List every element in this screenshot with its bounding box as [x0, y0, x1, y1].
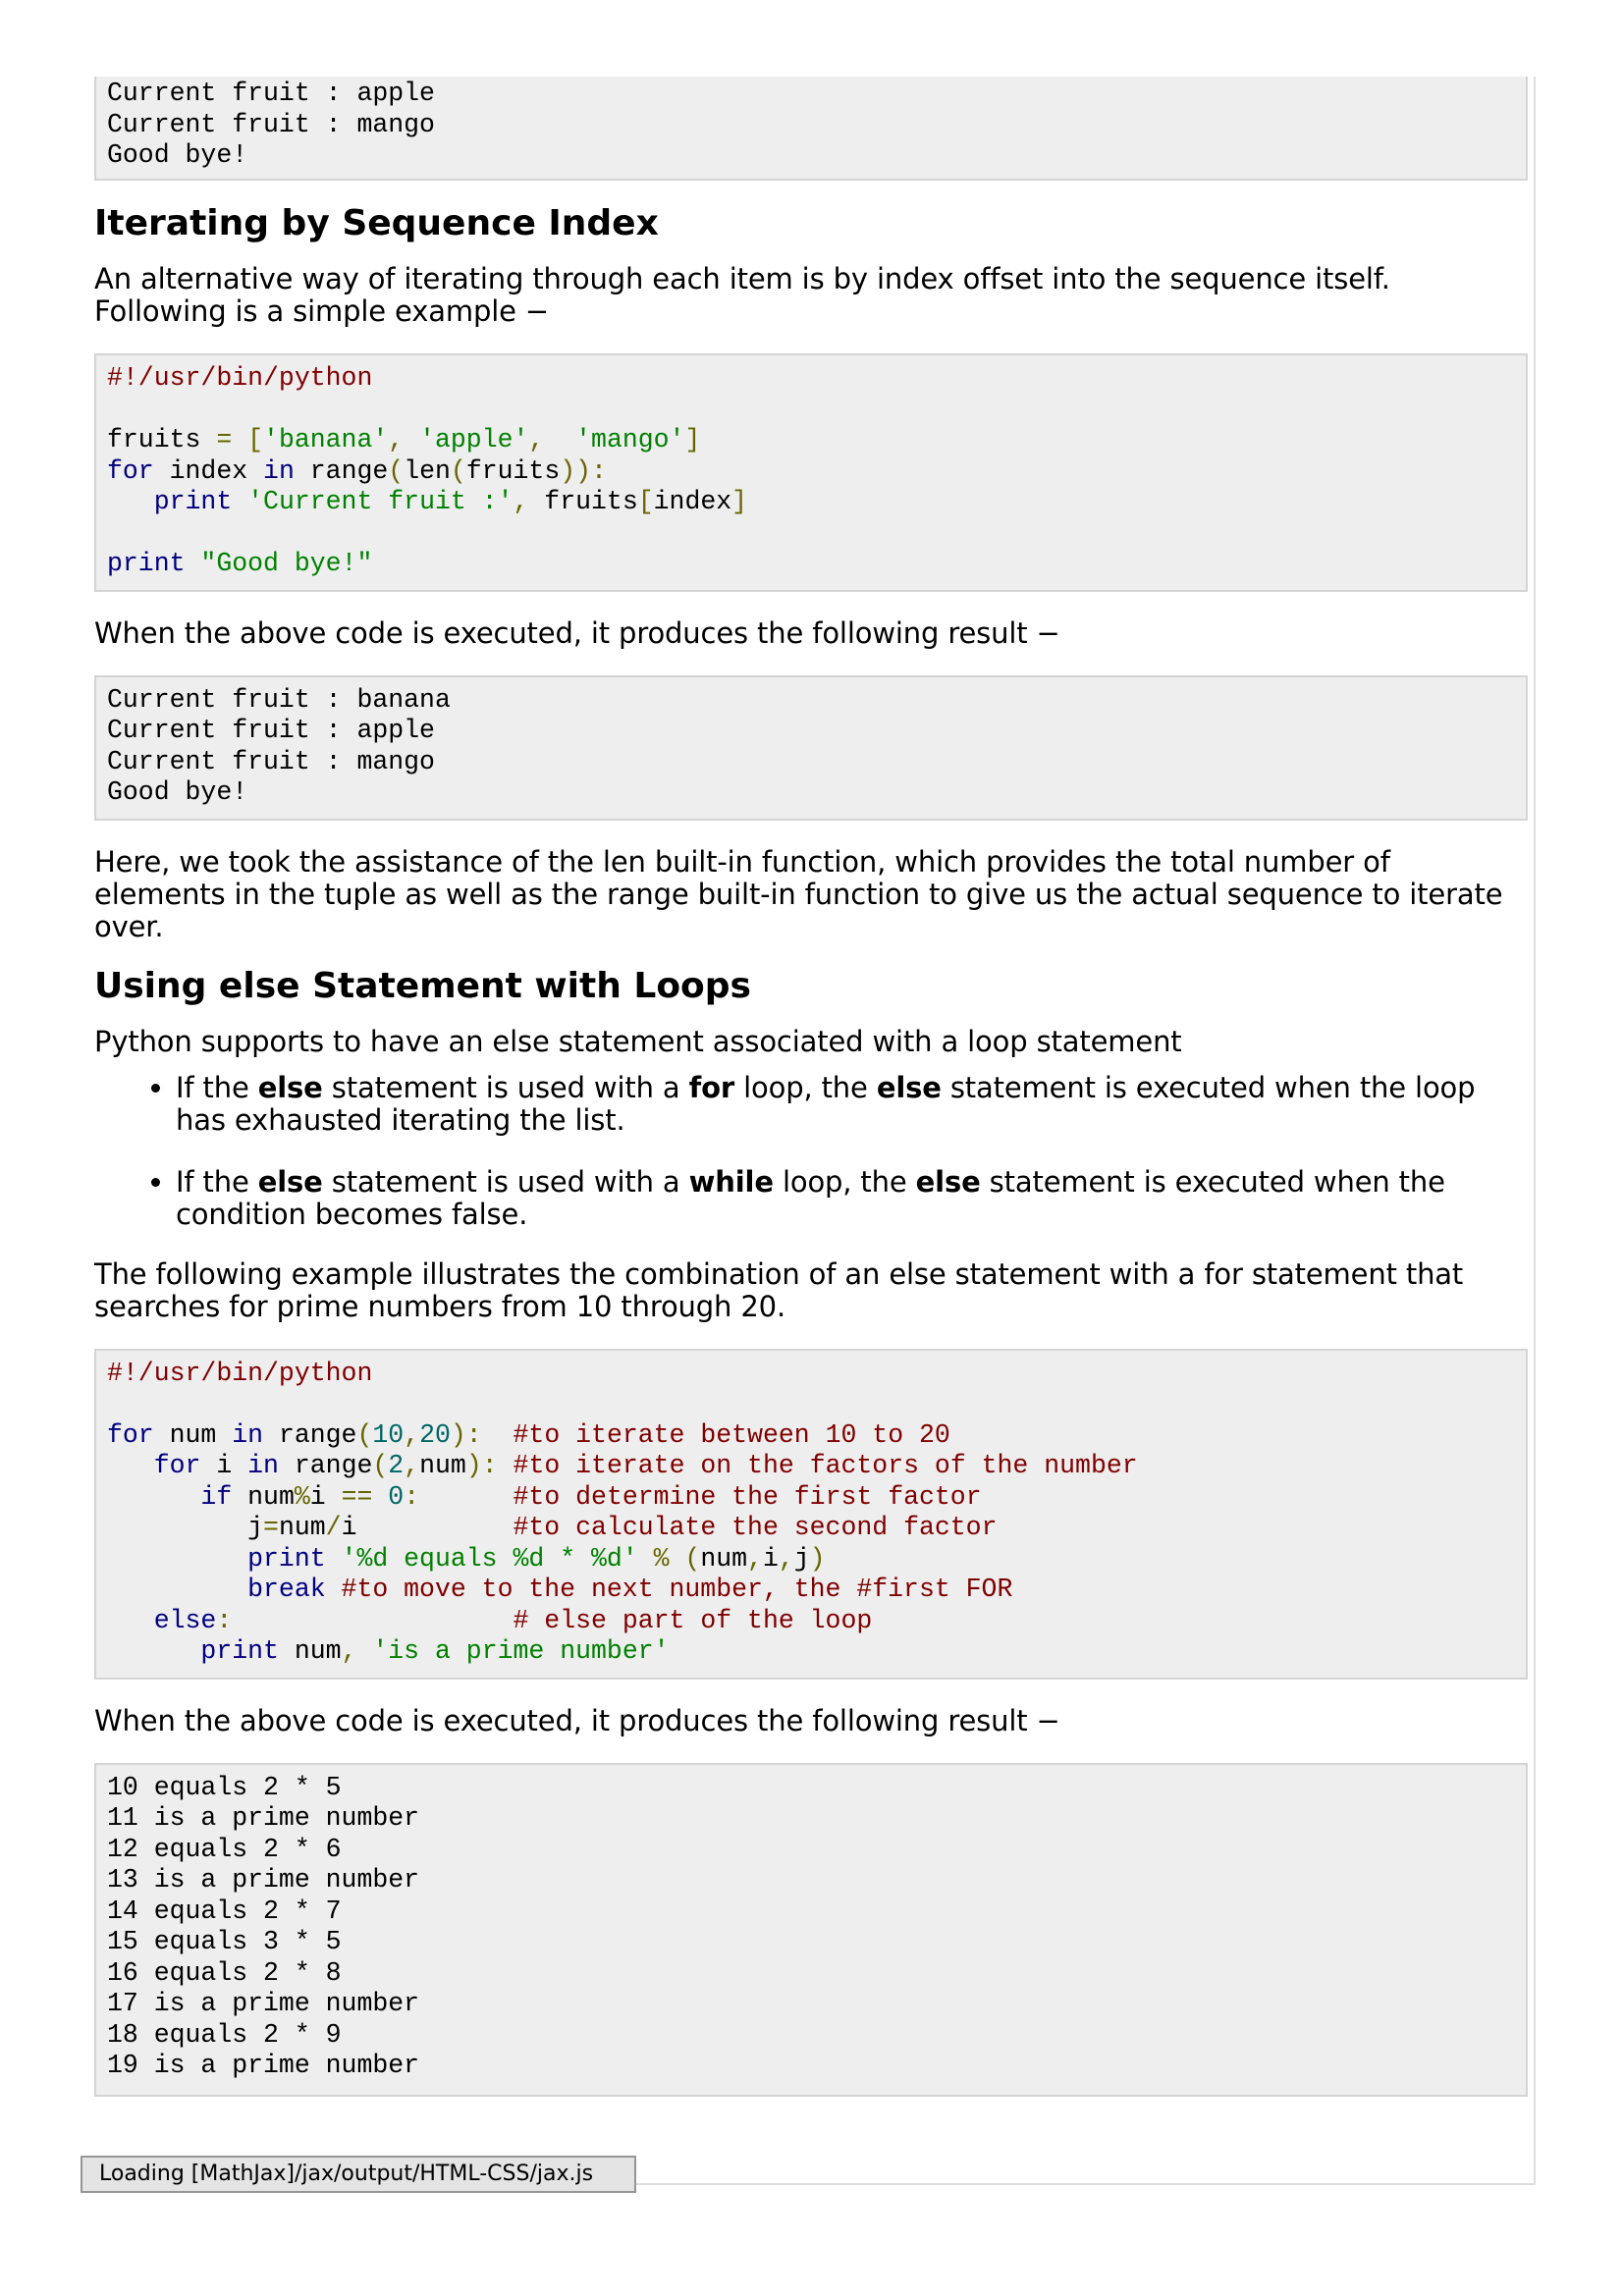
bullet-while-loop [176, 1166, 1528, 1231]
code-token: fruits [528, 487, 638, 516]
output-line: Good bye! [107, 777, 248, 807]
output-line: Current fruit : apple [107, 79, 435, 108]
code-comment: #to determine the first factor [513, 1481, 982, 1512]
code-token: range [294, 455, 389, 486]
section1-intro: An alternative way of iterating through each item is by index offset into the sequence itself. Following is a simple example − [94, 262, 1390, 328]
code-token: "Good bye!" [200, 549, 373, 578]
bullet-bold: for [688, 1070, 735, 1104]
code-token: = [ [200, 425, 264, 454]
page-content [94, 77, 1536, 2185]
code-token: 'mango' [575, 425, 685, 454]
code-token: index [153, 455, 264, 486]
bullet-text: If the [176, 1070, 258, 1104]
bullet-text: statement is executed when the condition becomes false. [176, 1164, 1445, 1231]
code-comment: #to iterate between 10 to 20 [513, 1419, 950, 1450]
code-comment: #to iterate on the factors of the number [513, 1451, 1138, 1480]
output-line: 15 equals 3 * 5 [107, 1927, 342, 1956]
result-intro-2: When the above code is executed, it produces the following result − [94, 1703, 1060, 1737]
code-token: 'Current fruit :' [247, 487, 514, 516]
code-keyword: for [107, 455, 154, 486]
output-line: 16 equals 2 * 8 [107, 1957, 342, 1988]
code-token: index [653, 487, 732, 516]
section-heading-sequence-index: Iterating by Sequence Index [94, 203, 659, 243]
code-token: 'is a prime number' [372, 1636, 670, 1666]
output-block-sequence-index [94, 675, 1528, 821]
code-keyword: print [153, 487, 233, 516]
output-line: 13 is a prime number [107, 1865, 420, 1895]
code-shebang: #!/usr/bin/python [107, 1358, 373, 1388]
bullet-text: statement is executed when the loop has exhausted iterating the list. [176, 1070, 1476, 1137]
mathjax-loading-status: Loading [MathJax]/jax/output/HTML-CSS/jax.js [81, 2156, 636, 2193]
output-line: 11 is a prime number [107, 1803, 420, 1833]
code-comment: #to calculate the second factor [513, 1513, 998, 1542]
output-line: 12 equals 2 * 6 [107, 1834, 342, 1864]
code-token: 'banana' [263, 425, 389, 454]
code-token: 'apple' [419, 425, 529, 454]
code-token: '%d equals %d * %d' [341, 1543, 638, 1574]
else-bullet-list [94, 1072, 1528, 1231]
output-line: Current fruit : banana [107, 684, 451, 715]
section-heading-else-loops: Using else Statement with Loops [94, 965, 751, 1006]
code-comment: # else part of the loop [513, 1605, 873, 1635]
output-line: Current fruit : mango [107, 109, 435, 139]
bullet-bold: else [915, 1164, 981, 1199]
code-token: fruits [107, 425, 201, 454]
code-token: fruits [465, 455, 561, 486]
result-intro-1: When the above code is executed, it produces the following result − [94, 615, 1060, 650]
bullet-text: loop, the [773, 1164, 916, 1199]
output-line: 18 equals 2 * 9 [107, 2019, 342, 2050]
bullet-bold: else [876, 1070, 942, 1104]
output-line: 10 equals 2 * 5 [107, 1772, 342, 1802]
bullet-text: loop, the [734, 1070, 877, 1104]
output-block-top [94, 77, 1528, 181]
bullet-bold: else [257, 1164, 323, 1199]
output-line: Current fruit : mango [107, 746, 435, 776]
bullet-text: statement is used with a [322, 1164, 689, 1199]
bullet-text: statement is used with a [322, 1070, 689, 1104]
code-block-prime-numbers: #!/usr/bin/python for num in range(10,20): #to iterate between 10 to 20 for i in range(2,num): #to iterate on the factors of the number if num%i == 0: #to determine the first factor j=num/i #to calculate the second factor print '%d equals %d * %d' % (num,i,j) break #to move to the next number, the #first FOR else: # else part of the loop print num, 'is a prime number' [94, 1349, 1528, 1680]
code-block-sequence-index: #!/usr/bin/python fruits = ['banana', 'apple', 'mango'] for index in range(len(fruits)): print 'Current fruit :', fruits[index] print "Good bye!" [94, 353, 1528, 592]
len-explanation: Here, we took the assistance of the len built-in function, which provides the total number of elements in the tuple as well as the range built-in function to give us the actual sequence to iterate over. [94, 844, 1503, 943]
code-comment: #to move to the next number, the #first FOR [341, 1575, 1013, 1604]
section2-intro: Python supports to have an else statement associated with a loop statement [94, 1024, 1182, 1058]
code-token: len [404, 455, 451, 486]
output-line: 19 is a prime number [107, 2051, 420, 2080]
code-token: ] [684, 425, 701, 454]
output-line: Good bye! [107, 140, 248, 170]
output-line: 17 is a prime number [107, 1989, 420, 2018]
bullet-bold: else [257, 1070, 323, 1104]
bullet-text: If the [176, 1164, 258, 1199]
output-block-prime-numbers [94, 1763, 1528, 2097]
code-keyword: in [263, 455, 295, 486]
bullet-bold: while [688, 1164, 774, 1199]
output-line: 14 equals 2 * 7 [107, 1896, 342, 1926]
output-line: Current fruit : apple [107, 716, 435, 745]
bullet-for-loop [176, 1072, 1528, 1137]
prime-example-intro: The following example illustrates the combination of an else statement with a for statement that searches for prime numbers from 10 through 20. [94, 1256, 1464, 1323]
code-shebang: #!/usr/bin/python [107, 363, 373, 393]
